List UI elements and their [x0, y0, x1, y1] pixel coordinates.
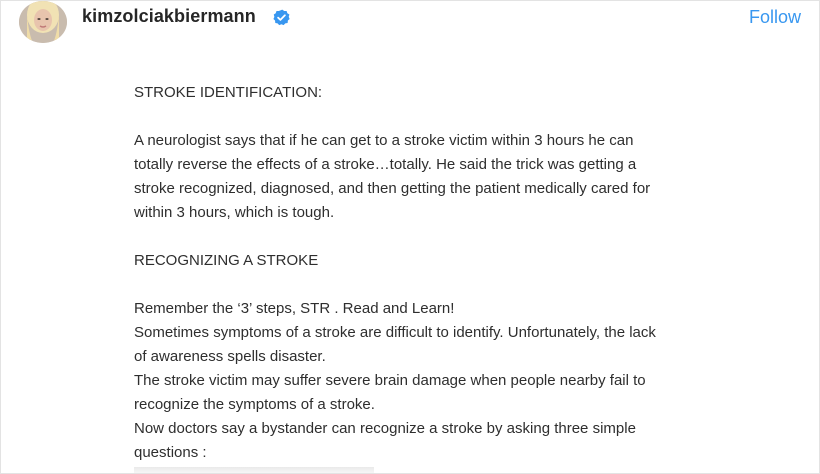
paragraph-line: Remember the ‘3’ steps, STR . Read and Learn!: [134, 300, 455, 317]
username-link[interactable]: kimzolciakbiermann: [82, 6, 256, 26]
cut-off-text-line: [134, 467, 374, 473]
verified-badge-icon: [273, 9, 290, 26]
paragraph-line: Sometimes symptoms of a stroke are difficult to identify. Unfortunately, the lack: [134, 324, 656, 341]
post-header: [1, 1, 819, 39]
profile-avatar[interactable]: [19, 1, 67, 43]
heading-recognizing-stroke: RECOGNIZING A STROKE: [134, 252, 319, 269]
heading-stroke-identification: STROKE IDENTIFICATION:: [134, 84, 323, 101]
paragraph-line: stroke recognized, diagnosed, and then getting the patient medically cared for: [134, 180, 651, 197]
paragraph-line: Now doctors say a bystander can recognize a stroke by asking three simple: [134, 420, 636, 437]
paragraph-line: A neurologist says that if he can get to a stroke victim within 3 hours he can: [134, 132, 634, 149]
paragraph-line: totally reverse the effects of a stroke…totally. He said the trick was getting a: [134, 156, 637, 173]
paragraph-line: of awareness spells disaster.: [134, 348, 326, 365]
follow-button[interactable]: Follow: [749, 7, 802, 27]
post-image-text: [134, 81, 734, 465]
paragraph-line: within 3 hours, which is tough.: [134, 204, 335, 221]
paragraph-line: questions :: [134, 444, 207, 461]
paragraph-line: recognize the symptoms of a stroke.: [134, 396, 375, 413]
paragraph-line: The stroke victim may suffer severe brain damage when people nearby fail to: [134, 372, 646, 389]
avatar-image: [19, 1, 67, 43]
